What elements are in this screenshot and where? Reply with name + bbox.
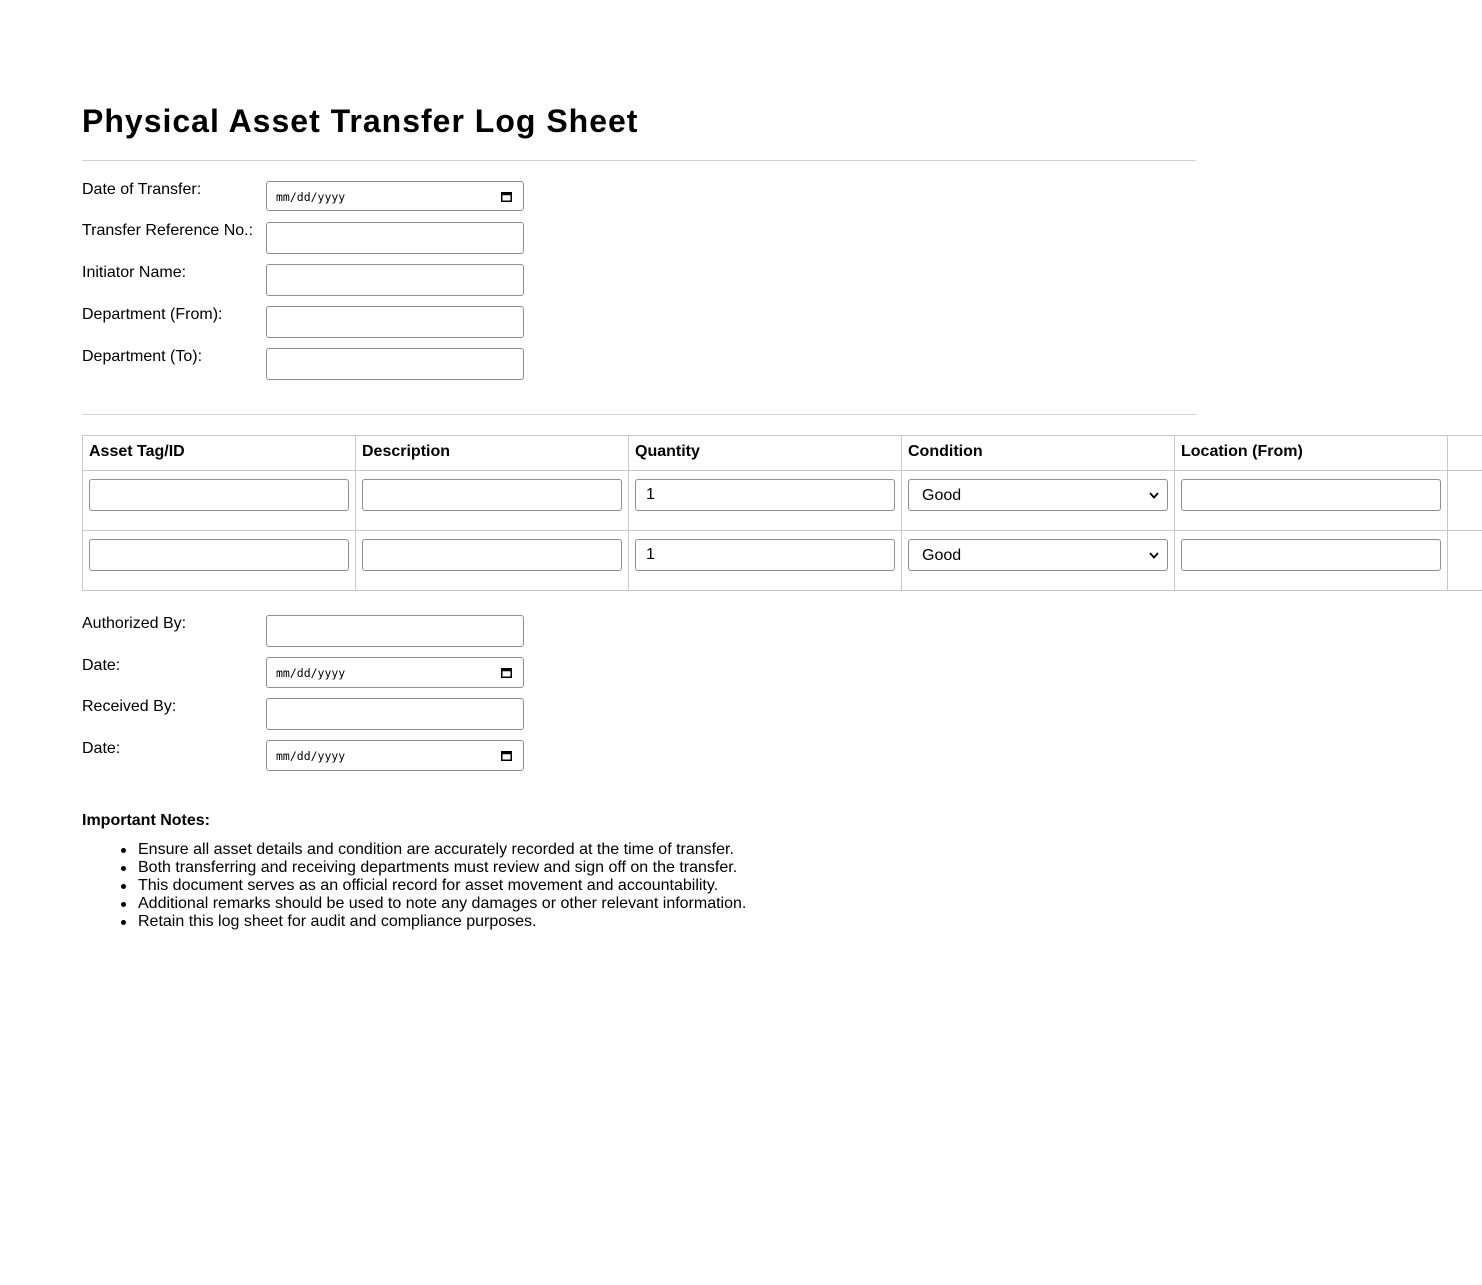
table-border bbox=[901, 435, 902, 591]
note-text: Ensure all asset details and condition are accurately recorded at the time of transfer. bbox=[138, 841, 734, 858]
list-item bbox=[138, 841, 746, 859]
list-item bbox=[138, 913, 746, 931]
asset-tag-input[interactable] bbox=[89, 539, 349, 571]
quantity-value: 1 bbox=[646, 546, 655, 563]
received-by-label: Received By: bbox=[82, 698, 177, 715]
bullet bbox=[121, 866, 126, 871]
date-of-transfer-label: Date of Transfer: bbox=[82, 181, 202, 198]
authorized-date-input[interactable] bbox=[266, 657, 524, 688]
bullet bbox=[121, 848, 126, 853]
chevron-down-icon bbox=[1149, 552, 1159, 559]
quantity-value: 1 bbox=[646, 486, 655, 503]
column-header-location-from: Location (From) bbox=[1181, 443, 1303, 460]
list-item bbox=[138, 877, 746, 895]
table-border bbox=[82, 435, 83, 591]
initiator-name-input[interactable] bbox=[266, 264, 524, 296]
table-border bbox=[355, 435, 356, 591]
date-placeholder: mm/dd/yyyy bbox=[276, 749, 346, 763]
authorized-by-label: Authorized By: bbox=[82, 615, 187, 632]
bullet bbox=[121, 884, 126, 889]
asset-tag-input[interactable] bbox=[89, 479, 349, 511]
quantity-input[interactable] bbox=[635, 539, 895, 571]
page-title: Physical Asset Transfer Log Sheet bbox=[82, 103, 639, 139]
list-item bbox=[138, 895, 746, 913]
note-text: Additional remarks should be used to note any damages or other relevant information. bbox=[138, 895, 747, 912]
divider bbox=[82, 160, 1196, 161]
column-header-description: Description bbox=[362, 443, 451, 460]
note-text: This document serves as an official record for asset movement and accountability. bbox=[138, 877, 719, 894]
received-by-input[interactable] bbox=[266, 698, 524, 730]
department-from-label: Department (From): bbox=[82, 306, 223, 323]
table-border bbox=[628, 435, 629, 591]
quantity-input[interactable] bbox=[635, 479, 895, 511]
note-text: Retain this log sheet for audit and compliance purposes. bbox=[138, 913, 537, 930]
condition-selected-value: Good bbox=[922, 487, 962, 504]
authorized-by-input[interactable] bbox=[266, 615, 524, 647]
column-header-condition: Condition bbox=[908, 443, 983, 460]
authorized-date-label: Date: bbox=[82, 657, 121, 674]
received-date-label: Date: bbox=[82, 740, 121, 757]
condition-select[interactable] bbox=[908, 479, 1168, 511]
table-border bbox=[82, 530, 1482, 531]
location-from-input[interactable] bbox=[1181, 539, 1441, 571]
asset-table bbox=[82, 435, 1303, 591]
note-text: Both transferring and receiving departments must review and sign off on the transfer. bbox=[138, 859, 738, 876]
table-border bbox=[1447, 435, 1448, 591]
initiator-name-label: Initiator Name: bbox=[82, 264, 187, 281]
bullet bbox=[121, 920, 126, 925]
calendar-icon[interactable] bbox=[501, 191, 512, 202]
date-placeholder: mm/dd/yyyy bbox=[276, 190, 346, 204]
notes-list bbox=[138, 841, 746, 931]
description-input[interactable] bbox=[362, 479, 622, 511]
chevron-down-icon bbox=[1149, 492, 1159, 499]
department-to-input[interactable] bbox=[266, 348, 524, 380]
location-from-input[interactable] bbox=[1181, 479, 1441, 511]
list-item bbox=[138, 859, 746, 877]
description-input[interactable] bbox=[362, 539, 622, 571]
department-from-input[interactable] bbox=[266, 306, 524, 338]
calendar-icon[interactable] bbox=[501, 667, 512, 678]
transfer-reference-label: Transfer Reference No.: bbox=[82, 222, 254, 239]
table-border bbox=[82, 470, 1482, 471]
condition-selected-value: Good bbox=[922, 547, 962, 564]
calendar-icon[interactable] bbox=[501, 750, 512, 761]
date-of-transfer-input[interactable] bbox=[266, 181, 524, 211]
column-header-quantity: Quantity bbox=[635, 443, 700, 460]
table-border bbox=[82, 590, 1482, 591]
transfer-reference-input[interactable] bbox=[266, 222, 524, 254]
notes-title: Important Notes: bbox=[82, 812, 210, 829]
condition-select[interactable] bbox=[908, 539, 1168, 571]
bullet bbox=[121, 902, 126, 907]
table-border bbox=[1174, 435, 1175, 591]
table-border bbox=[82, 435, 1482, 436]
column-header-asset-tag: Asset Tag/ID bbox=[89, 443, 185, 460]
received-date-input[interactable] bbox=[266, 740, 524, 771]
department-to-label: Department (To): bbox=[82, 348, 203, 365]
divider bbox=[82, 414, 1196, 415]
date-placeholder: mm/dd/yyyy bbox=[276, 666, 346, 680]
